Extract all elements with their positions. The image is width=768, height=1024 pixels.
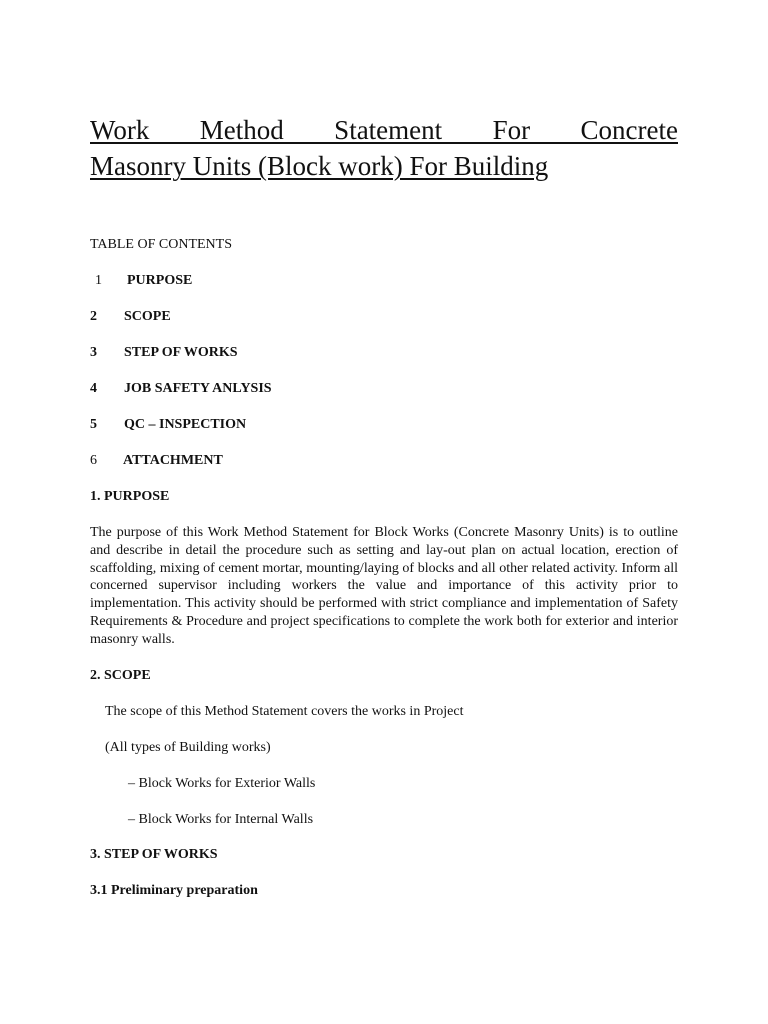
toc-item-label: JOB SAFETY ANLYSIS [124, 381, 272, 396]
toc-item [90, 308, 171, 326]
document-title-line-2: Masonry Units (Block work) For Building [90, 151, 549, 181]
toc-item-number: 3 [90, 345, 97, 360]
sub-heading-preliminary: 3.1 Preliminary preparation [90, 883, 258, 898]
toc-item-label: STEP OF WORKS [124, 345, 238, 360]
toc-item [90, 416, 246, 434]
section-heading-steps: 3. STEP OF WORKS [90, 847, 218, 862]
toc-item-label: ATTACHMENT [123, 453, 223, 468]
toc-item-label: PURPOSE [127, 273, 193, 288]
toc-item-number: 5 [90, 417, 97, 432]
section-heading-scope: 2. SCOPE [90, 668, 151, 683]
scope-list-item: – Block Works for Exterior Walls [128, 776, 316, 791]
toc-item-label: QC – INSPECTION [124, 417, 247, 432]
toc-item [90, 452, 223, 470]
toc-item [90, 380, 272, 398]
toc-item-number: 2 [90, 309, 97, 324]
toc-heading: TABLE OF CONTENTS [90, 237, 232, 252]
toc-item-label: SCOPE [124, 309, 171, 324]
toc-item-number: 6 [90, 453, 97, 468]
toc-item-number: 4 [90, 381, 97, 396]
toc-item [90, 344, 238, 362]
scope-intro: The scope of this Method Statement covers the works in Project [105, 704, 464, 719]
scope-list-item: – Block Works for Internal Walls [128, 812, 314, 827]
section-heading-purpose: 1. PURPOSE [90, 489, 170, 504]
purpose-paragraph: The purpose of this Work Method Statement for Block Works (Concrete Masonry Units) is to outline and describe in detail the procedure such as setting and lay-out plan on actual location, erection of scaffolding, mixing of cement mortar, mounting/laying of blocks and all other related activity. Inform all concerned supervisor including workers the value and importance of this activity prior to implementation. This activity should be performed with strict compliance and implementation of Safety Requirements & Procedure and project specifications to complete the work both for exterior and interior masonry walls. [90, 525, 678, 647]
document-title-line-1: Work Method Statement For Concrete [90, 115, 678, 145]
document-title [90, 112, 678, 184]
toc-item-number: 1 [95, 273, 102, 288]
scope-note: (All types of Building works) [105, 740, 271, 755]
toc-item [90, 272, 192, 290]
document-page [90, 0, 678, 1024]
